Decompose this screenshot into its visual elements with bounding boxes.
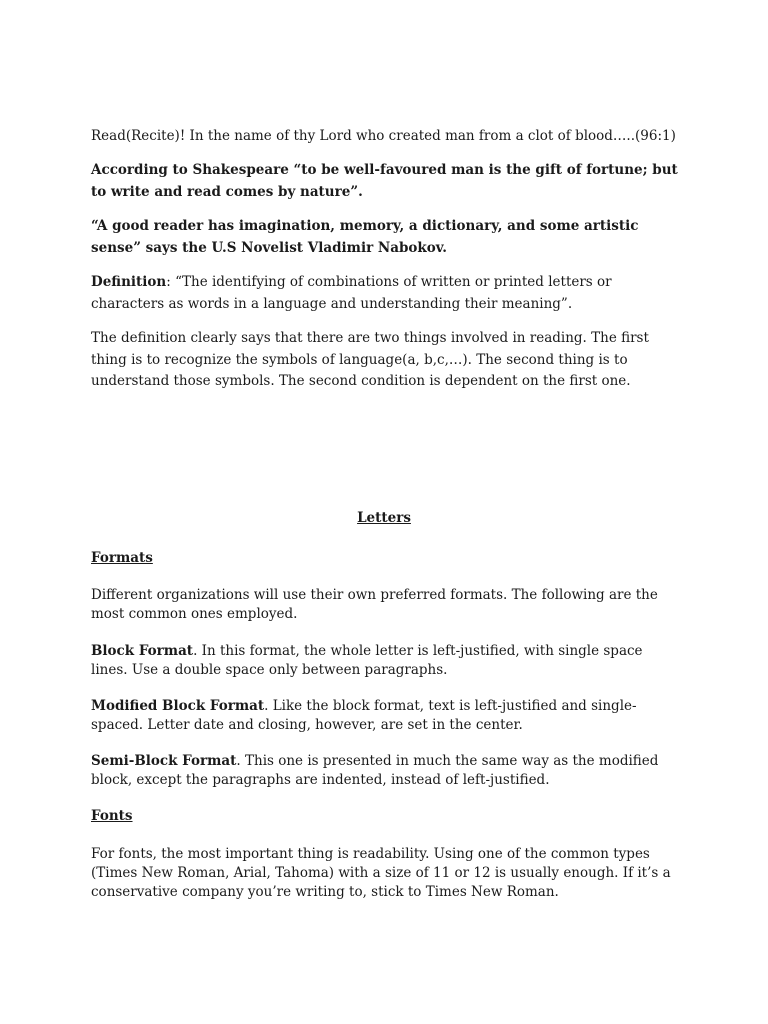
definition-paragraph — [91, 272, 683, 315]
definition-text: : “The identifying of combinations of written or printed letters or characters as words in a language and understanding their meaning”. — [91, 274, 612, 312]
explanation-paragraph: The definition clearly says that there are two things involved in reading. The first thing is to recognize the symbols of language(a, b,c,…). The second thing is to understand those symbols. The second condition is dependent on the first one. — [91, 330, 649, 389]
semi-block-format-text: . This one is presented in much the same way as the modified block, except the paragraphs are indented, instead of left-justified. — [91, 753, 659, 788]
nabokov-quote-paragraph: “A good reader has imagination, memory, a dictionary, and some artistic sense” says the U.S Novelist Vladimir Nabokov. — [91, 218, 639, 256]
modified-block-format-paragraph — [91, 697, 683, 735]
fonts-paragraph: For fonts, the most important thing is readability. Using one of the common types (Times New Roman, Arial, Tahoma) with a size of 11 or 12 is usually enough. If it’s a conservative company you’re writing to, stick to Times New Roman. — [91, 846, 671, 900]
definition-label: Definition — [91, 274, 167, 290]
block-format-paragraph — [91, 642, 683, 680]
formats-heading: Formats — [91, 550, 153, 566]
modified-block-format-label: Modified Block Format — [91, 698, 265, 714]
semi-block-format-paragraph — [91, 752, 683, 790]
letters-heading: Letters — [357, 510, 411, 526]
semi-block-format-label: Semi-Block Format — [91, 753, 237, 769]
quran-quote-paragraph: Read(Recite)! In the name of thy Lord who created man from a clot of blood…..(96:1) — [91, 128, 676, 144]
shakespeare-quote-paragraph: According to Shakespeare “to be well-favoured man is the gift of fortune; but to write and read comes by nature”. — [91, 162, 678, 200]
formats-intro-paragraph: Different organizations will use their own preferred formats. The following are the most common ones employed. — [91, 587, 658, 622]
fonts-heading: Fonts — [91, 808, 133, 824]
block-format-label: Block Format — [91, 643, 194, 659]
block-format-text: . In this format, the whole letter is left-justified, with single space lines. Use a double space only between paragraphs. — [91, 643, 643, 678]
modified-block-format-text: . Like the block format, text is left-justified and single-spaced. Letter date and closing, however, are set in the center. — [91, 698, 637, 733]
